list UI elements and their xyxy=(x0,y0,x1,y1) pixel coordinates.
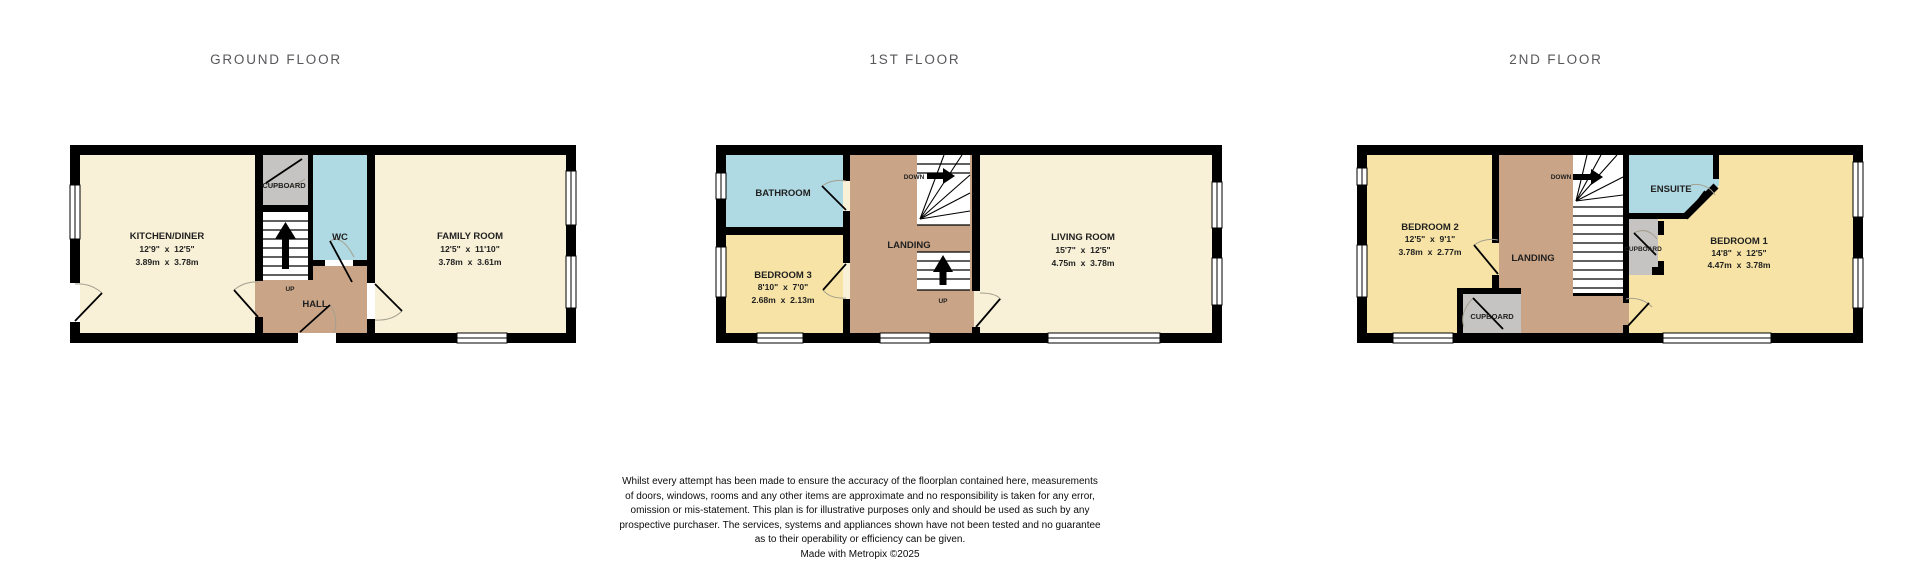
down-arrow-icon xyxy=(927,173,945,179)
up-label: UP xyxy=(285,286,295,293)
landing-label: LANDING xyxy=(887,240,931,251)
bedroom-3-label: BEDROOM 3 xyxy=(754,270,812,281)
disclaimer-line: Whilst every attempt has been made to ensure the accuracy of the floorplan contained here, measurements xyxy=(622,476,1098,487)
staircase-down xyxy=(1573,155,1629,295)
disclaimer-line: as to their operability or efficiency can be given. xyxy=(754,534,966,545)
living-room-metric: 4.75m x 3.78m xyxy=(1051,258,1115,268)
kitchen-metric: 3.89m x 3.78m xyxy=(135,257,199,267)
hall-label: HALL xyxy=(302,299,328,310)
family-room-label: FAMILY ROOM xyxy=(437,231,503,242)
first-floor-plan xyxy=(708,141,1223,351)
bedroom-3-metric: 2.68m x 2.13m xyxy=(751,295,815,305)
second-floor-svg xyxy=(1349,141,1864,351)
second-floor-plan xyxy=(1349,141,1864,351)
down-label: DOWN xyxy=(1550,174,1572,181)
disclaimer-line: of doors, windows, rooms and any other items are approximate and no responsibility is taken for any error, xyxy=(625,490,1095,502)
bedroom-1-label: BEDROOM 1 xyxy=(1710,236,1768,247)
kitchen-label: KITCHEN/DINER xyxy=(129,231,205,242)
living-room-imperial: 15'7" x 12'5" xyxy=(1055,245,1111,255)
staircase-down xyxy=(917,155,970,225)
cupboard-label: CUPBOARD xyxy=(1470,312,1514,321)
wc-label: WC xyxy=(332,232,348,243)
up-arrow-icon xyxy=(282,236,289,269)
floor-title-second: 2ND FLOOR xyxy=(1509,52,1603,67)
ground-floor-svg xyxy=(62,141,577,351)
disclaimer-line: omission or mis-statement. This plan is for illustrative purposes only and should be used as such by any xyxy=(630,505,1090,516)
room-wc xyxy=(313,155,367,260)
floor-title-first: 1ST FLOOR xyxy=(869,52,961,67)
first-floor-svg xyxy=(708,141,1223,351)
staircase-up xyxy=(263,212,308,280)
down-label: DOWN xyxy=(903,174,925,181)
disclaimer-credit: Made with Metropix ©2025 xyxy=(800,548,920,560)
front-door-opening xyxy=(298,333,336,343)
bedroom-3-imperial: 8'10" x 7'0" xyxy=(757,282,809,292)
disclaimer xyxy=(560,475,1160,562)
up-label: UP xyxy=(938,298,948,305)
landing-label: LANDING xyxy=(1511,253,1555,264)
bedroom-1-metric: 4.47m x 3.78m xyxy=(1707,260,1771,270)
down-arrow-icon xyxy=(1573,174,1591,180)
bathroom-label: BATHROOM xyxy=(755,188,811,199)
bedroom-2-label: BEDROOM 2 xyxy=(1401,222,1459,233)
living-room-label: LIVING ROOM xyxy=(1051,232,1115,243)
cupboard-label: CUPBOARD xyxy=(262,181,306,190)
kitchen-imperial: 12'9" x 12'5" xyxy=(139,244,195,254)
staircase-up xyxy=(917,252,970,290)
bedroom-1-imperial: 14'8" x 12'5" xyxy=(1711,248,1767,258)
disclaimer-line: prospective purchaser. The services, systems and appliances shown have not been tested and no guarantee xyxy=(619,519,1101,531)
family-room-imperial: 12'5" x 11'10" xyxy=(440,244,500,254)
bedroom-2-imperial: 12'5" x 9'1" xyxy=(1404,234,1456,244)
ensuite-label: ENSUITE xyxy=(1650,184,1692,195)
floor-title-ground: GROUND FLOOR xyxy=(210,52,342,67)
family-room-metric: 3.78m x 3.61m xyxy=(438,257,502,267)
bedroom-2-metric: 3.78m x 2.77m xyxy=(1398,247,1462,257)
ground-floor-plan xyxy=(62,141,577,351)
cupboard-small-label: CUPBOARD xyxy=(1624,246,1662,253)
